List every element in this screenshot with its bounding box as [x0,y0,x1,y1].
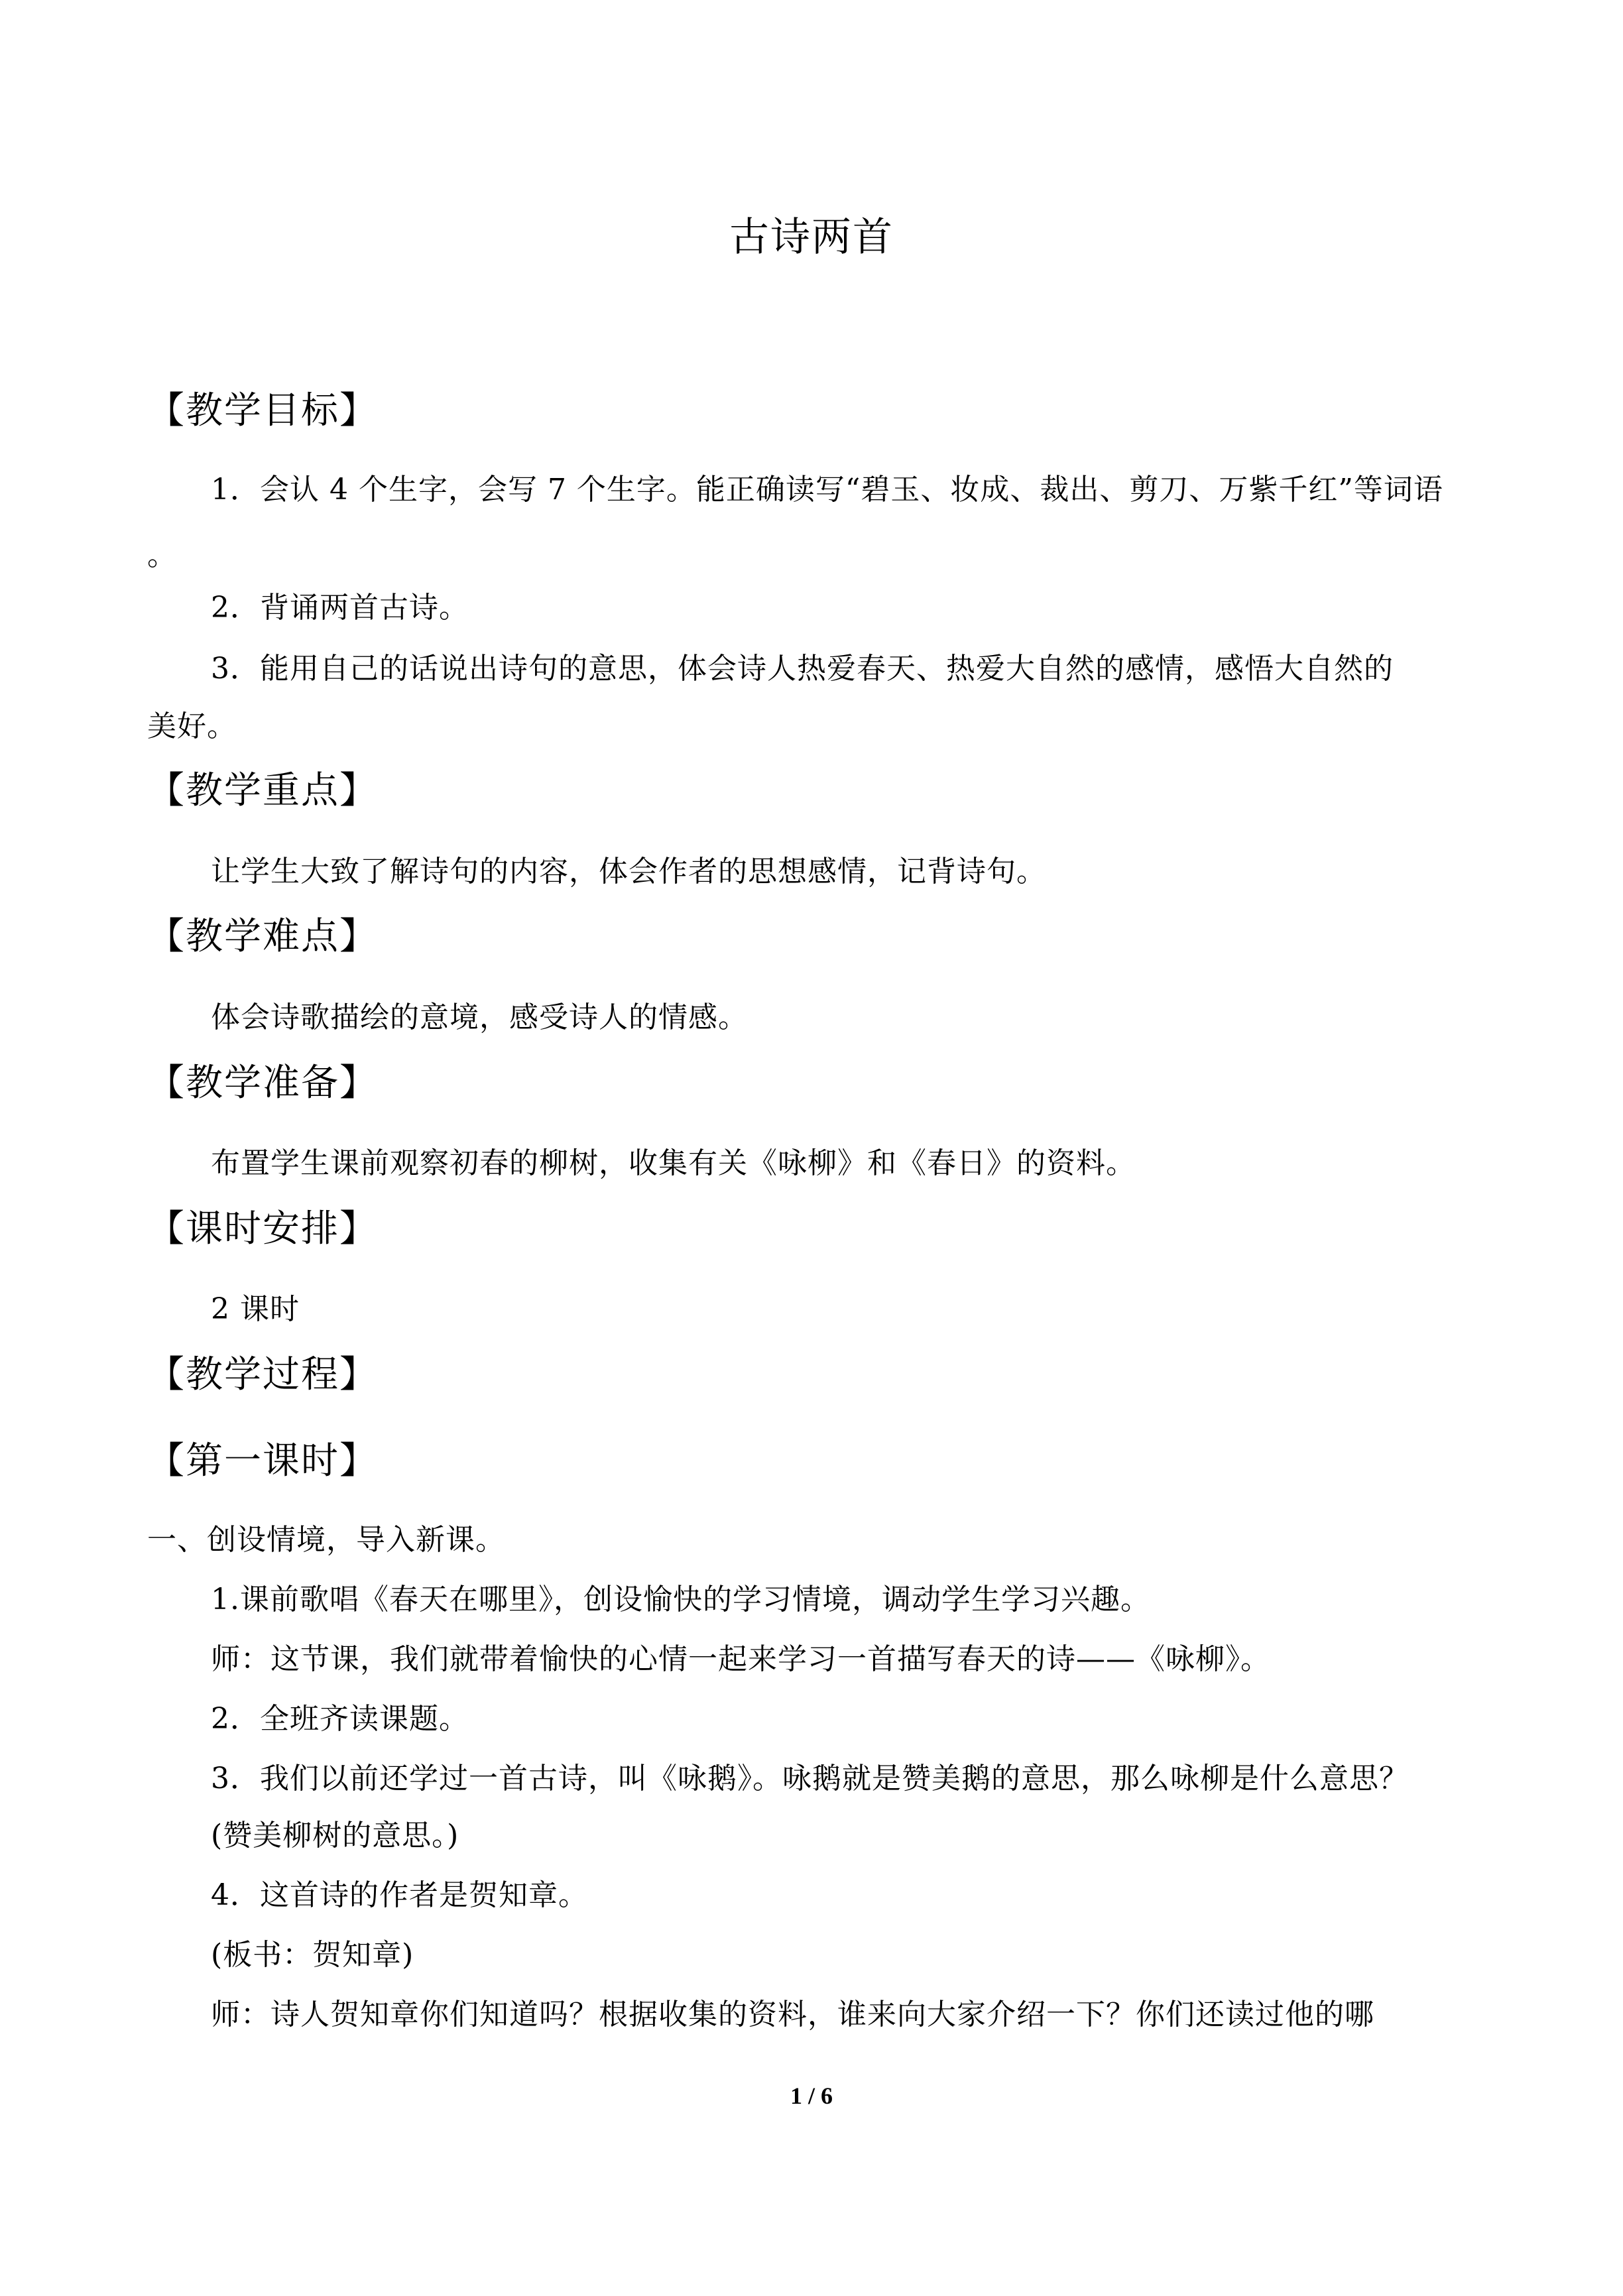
heading-objectives: 【教学目标】 [147,389,378,432]
lesson-1-paragraph-6: (板书：贺知章) [211,1938,414,1972]
page-number: 1 / 6 [790,2083,833,2109]
lesson-1-paragraph-7: 师：诗人贺知章你们知道吗？根据收集的资料，谁来向大家介绍一下？你们还读过他的哪 [211,1998,1374,2031]
lesson-1-paragraph-4-line-2: (赞美柳树的意思。) [211,1819,459,1852]
lesson-1-paragraph-4-line-1: 3．我们以前还学过一首古诗，叫《咏鹅》。咏鹅就是赞美鹅的意思，那么咏柳是什么意思？ [211,1762,1409,1795]
heading-key-points: 【教学重点】 [147,769,378,812]
key-points-text: 让学生大致了解诗句的内容，体会作者的思想感情，记背诗句。 [211,855,1046,888]
objective-item-1-line-1: 1．会认 4 个生字，会写 7 个生字。能正确读写“碧玉、妆成、裁出、剪刀、万紫千红”等词语 [211,473,1443,507]
heading-lesson-1: 【第一课时】 [147,1439,378,1482]
lesson-1-paragraph-1: 1.课前歌唱《春天在哪里》，创设愉快的学习情境，调动学生学习兴趣。 [211,1583,1150,1616]
heading-process: 【教学过程】 [147,1353,378,1396]
difficulties-text: 体会诗歌描绘的意境，感受诗人的情感。 [211,1000,748,1034]
objective-item-1-line-2: 。 [147,538,177,572]
heading-difficulties: 【教学难点】 [147,915,378,958]
objective-item-3-line-1: 3．能用自己的话说出诗句的意思，体会诗人热爱春天、热爱大自然的感情，感悟大自然的 [211,652,1394,686]
heading-schedule: 【课时安排】 [147,1207,378,1250]
objective-item-3-line-2: 美好。 [147,709,237,743]
lesson-1-paragraph-5: 4．这首诗的作者是贺知章。 [211,1878,588,1912]
heading-preparation: 【教学准备】 [147,1061,378,1105]
document-title: 古诗两首 [729,214,894,261]
schedule-text: 2 课时 [211,1292,300,1326]
objective-item-2: 2．背诵两首古诗。 [211,591,469,625]
preparation-text: 布置学生课前观察初春的柳树，收集有关《咏柳》和《春日》的资料。 [211,1146,1136,1180]
lesson-1-paragraph-3: 2．全班齐读课题。 [211,1702,469,1736]
lesson-1-step-1: 一、创设情境，导入新课。 [147,1523,505,1557]
lesson-1-paragraph-2: 师：这节课，我们就带着愉快的心情一起来学习一首描写春天的诗——《咏柳》。 [211,1642,1270,1676]
